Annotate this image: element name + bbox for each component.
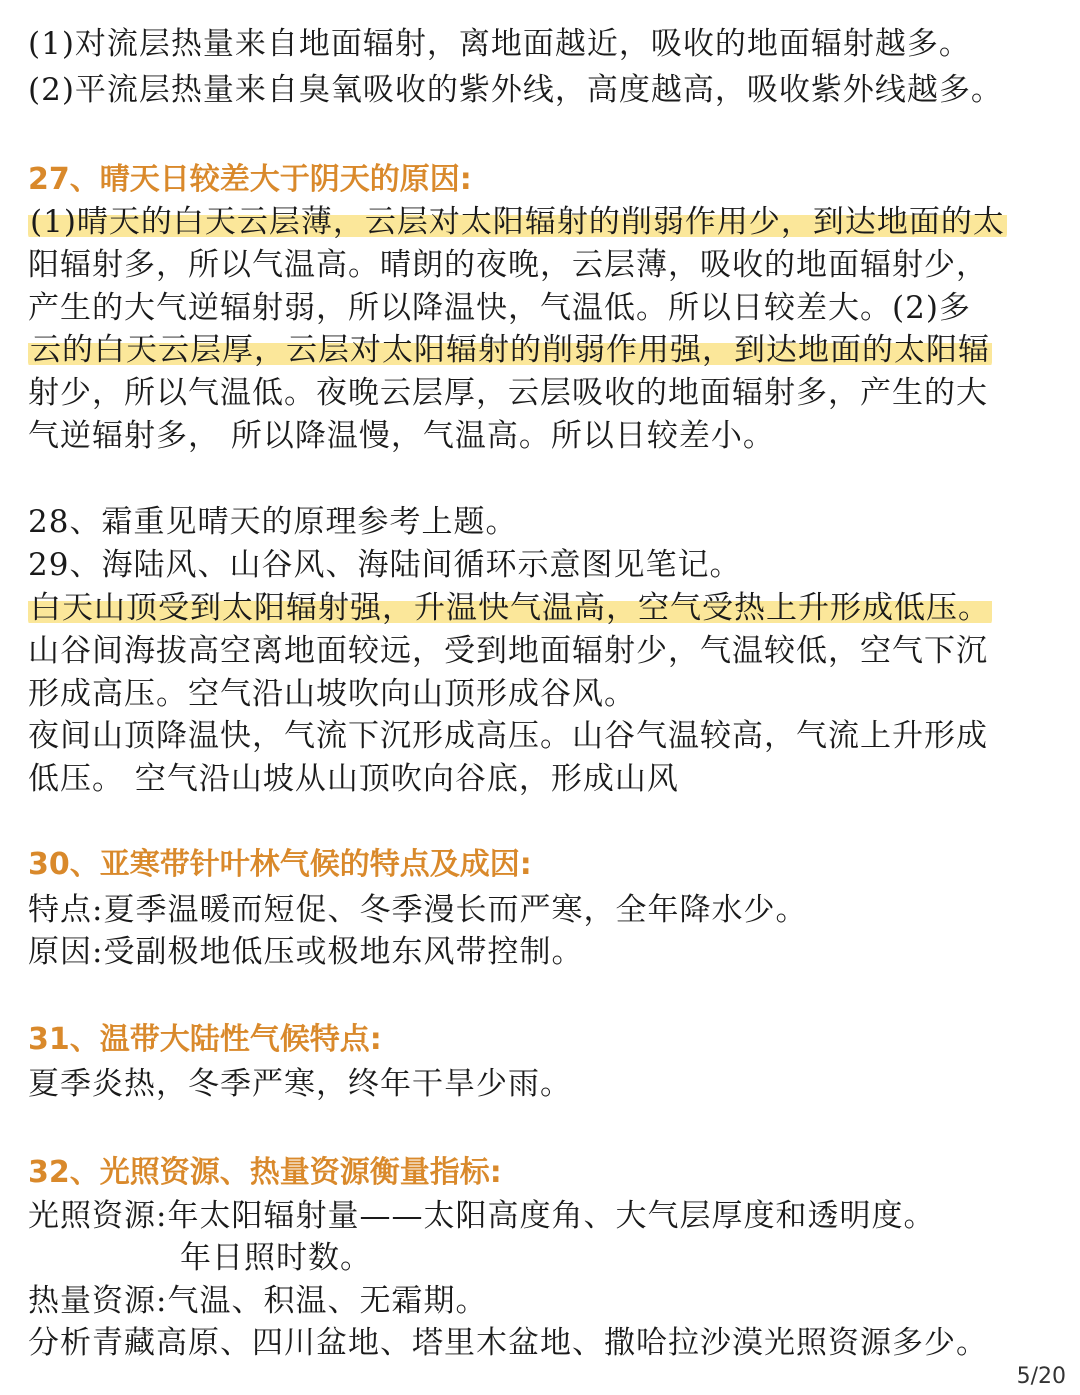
- text-line: 原因:受副极地低压或极地东风带控制。: [28, 934, 584, 970]
- highlighted-text: 白天山顶受到太阳辐射强，升温快气温高，空气受热上升形成低压。: [30, 590, 990, 626]
- text-line: (1)对流层热量来自地面辐射，离地面越近，吸收的地面辐射越多。: [28, 26, 971, 62]
- highlighted-text: 云的白天云层厚，云层对太阳辐射的削弱作用强，到达地面的太阳辐: [30, 332, 990, 368]
- text-line: [28, 202, 1007, 242]
- text-line: 气逆辐射多， 所以降温慢，气温高。所以日较差小。: [28, 418, 775, 454]
- text-line: 射少，所以气温低。夜晚云层厚，云层吸收的地面辐射多，产生的大: [28, 375, 988, 411]
- text-line: 28、霜重见晴天的原理参考上题。: [28, 504, 518, 540]
- text-line: 低压。 空气沿山坡从山顶吹向谷底，形成山风: [28, 761, 679, 797]
- text-line: 形成高压。空气沿山坡吹向山顶形成谷风。: [28, 676, 636, 712]
- section-heading-31: 31、温带大陆性气候特点:: [28, 1022, 382, 1057]
- text-line: [28, 588, 992, 628]
- text-line: 产生的大气逆辐射弱，所以降温快，气温低。所以日较差大。(2)多: [28, 290, 971, 326]
- text-line: 夏季炎热，冬季严寒，终年干旱少雨。: [28, 1066, 572, 1102]
- text-line: 年日照时数。: [180, 1240, 372, 1276]
- text-line: 光照资源:年太阳辐射量——太阳高度角、大气层厚度和透明度。: [28, 1198, 936, 1234]
- section-heading-32: 32、光照资源、热量资源衡量指标:: [28, 1155, 502, 1190]
- text-line: 夜间山顶降温快，气流下沉形成高压。山谷气温较高，气流上升形成: [28, 718, 988, 754]
- text-line: (2)平流层热量来自臭氧吸收的紫外线，高度越高，吸收紫外线越多。: [28, 72, 1003, 108]
- text-line: 阳辐射多，所以气温高。晴朗的夜晚，云层薄，吸收的地面辐射少，: [28, 247, 988, 283]
- section-heading-30: 30、亚寒带针叶林气候的特点及成因:: [28, 847, 532, 882]
- text-line: [28, 330, 992, 370]
- text-line: 山谷间海拔高空离地面较远，受到地面辐射少，气温较低，空气下沉: [28, 633, 988, 669]
- section-heading-27: 27、晴天日较差大于阴天的原因:: [28, 162, 472, 197]
- page-number: 5/20: [1016, 1364, 1066, 1389]
- text-line: 29、海陆风、山谷风、海陆间循环示意图见笔记。: [28, 547, 742, 583]
- text-line: 热量资源:气温、积温、无霜期。: [28, 1283, 488, 1319]
- text-line: 分析青藏高原、四川盆地、塔里木盆地、撒哈拉沙漠光照资源多少。: [28, 1325, 988, 1361]
- text-line: 特点:夏季温暖而短促、冬季漫长而严寒，全年降水少。: [28, 892, 808, 928]
- highlighted-text: (1)晴天的白天云层薄，云层对太阳辐射的削弱作用少，到达地面的太: [30, 204, 1005, 240]
